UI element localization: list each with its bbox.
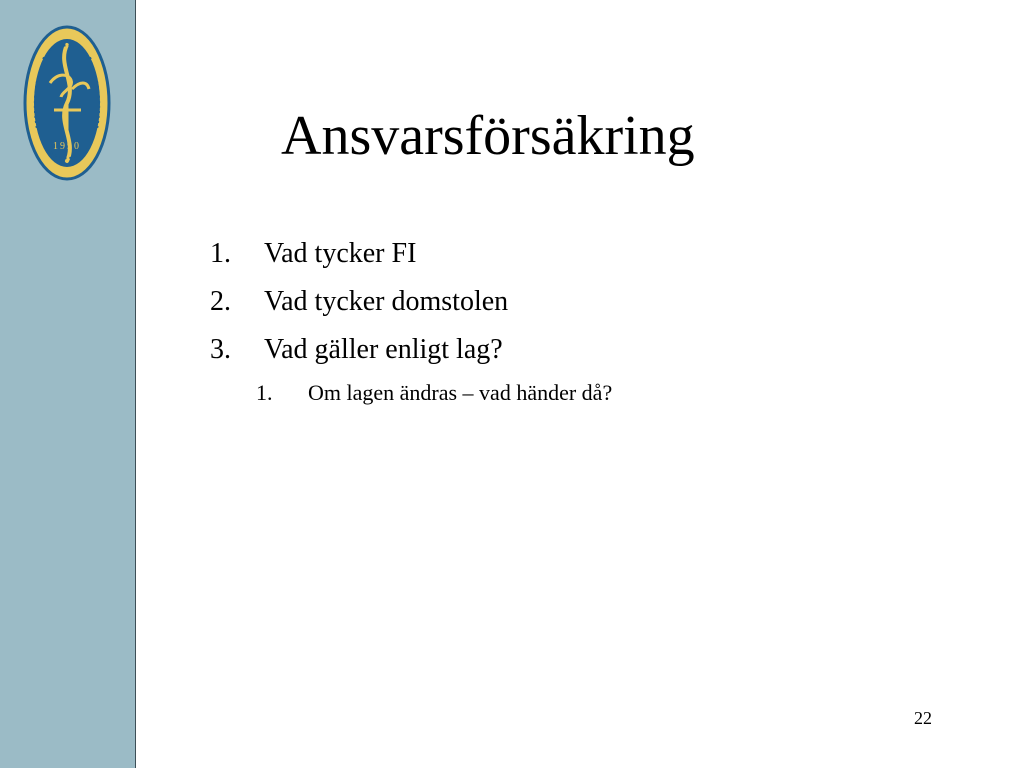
association-logo [23,25,111,181]
list-item [210,238,612,286]
svg-text:1990: 1990 [53,141,81,152]
page-number: 22 [914,708,932,728]
slide-title: Ansvarsförsäkring [281,105,695,167]
list-item [210,334,612,382]
list-number: 3. [210,334,231,365]
list-text: Vad gäller enligt lag? [264,334,503,365]
list-text: Vad tycker domstolen [264,286,509,317]
list-item [210,286,612,334]
sub-list-text: Om lagen ändras – vad händer då? [308,380,613,405]
sidebar-panel [0,0,136,768]
sub-list-item [256,380,612,406]
list-text: Vad tycker FI [264,238,417,269]
numbered-list [210,238,612,406]
list-number: 1. [210,238,231,269]
sub-list-number: 1. [256,380,273,405]
list-number: 2. [210,286,231,317]
